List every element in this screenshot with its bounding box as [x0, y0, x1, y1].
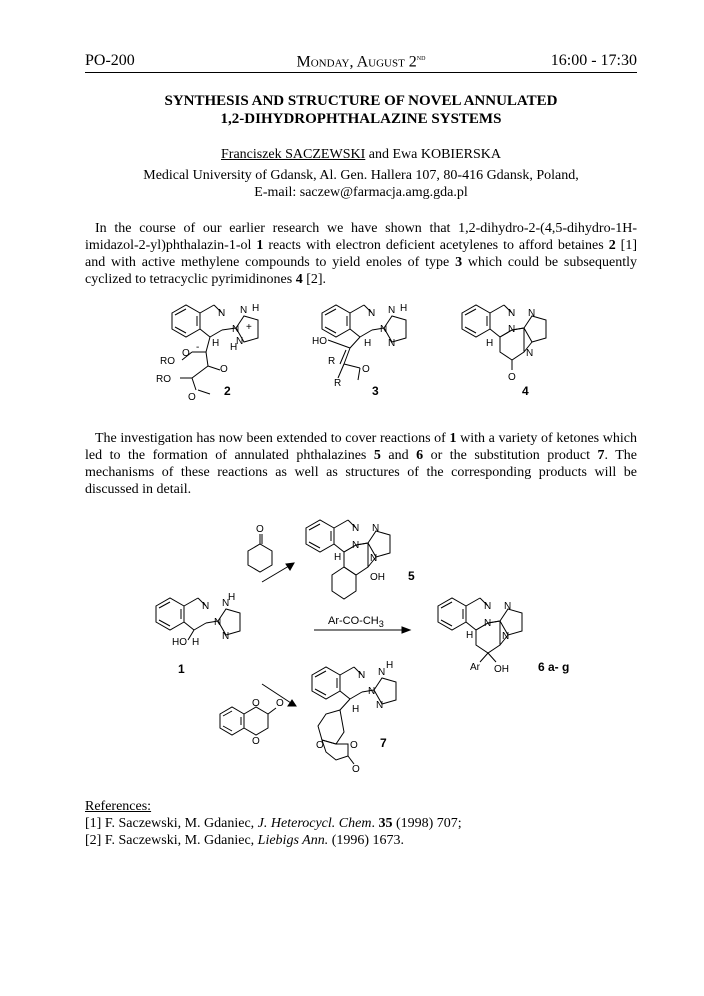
arrowhead [286, 563, 294, 570]
benzene-ring [312, 667, 340, 699]
author-second: Ewa KOBIERSKA [392, 147, 501, 162]
atom-n: N [484, 618, 492, 629]
benzene-ring [438, 598, 466, 630]
atom-n: N [526, 348, 534, 359]
compound-ref: 1 [256, 238, 264, 253]
atom-n: N [218, 308, 226, 319]
reference-1 [85, 815, 637, 832]
benzene-ring [172, 305, 200, 337]
atom-r: R [334, 378, 342, 389]
compound-label-4: 4 [522, 384, 529, 398]
text-run: The investigation has now been extended to cover reactions of [95, 431, 450, 446]
imidazoline-ring [524, 316, 546, 342]
atom-n: N [202, 601, 210, 612]
atom-n: N [528, 308, 536, 319]
atom-n: N [240, 305, 248, 316]
atom-h: H [352, 704, 360, 715]
author-separator: and [365, 147, 393, 162]
compound-label-2: 2 [224, 384, 231, 398]
atom-ro: RO [156, 374, 171, 385]
compound-ref: 4 [295, 272, 303, 287]
atom-oh: OH [370, 572, 385, 583]
atom-ho: HO [172, 637, 187, 648]
title-line-1: SYNTHESIS AND STRUCTURE OF NOVEL ANNULATED [164, 93, 558, 109]
atom-n: N [380, 324, 388, 335]
atom-n: N [232, 324, 240, 335]
atom-ro: RO [160, 356, 175, 367]
atom-o: O [350, 740, 358, 751]
charge-minus: - [196, 342, 200, 353]
compound-ref: 2 [608, 238, 616, 253]
compound-label-1: 1 [178, 662, 185, 676]
ref-journal: Liebigs Ann. [257, 833, 329, 848]
atom-o: O [182, 348, 190, 359]
text-run: reacts with electron deficient acetylenes to afford betaines [263, 238, 609, 253]
text-run: with a variety of ketones which led to the formation of annulated phthalazines [85, 431, 637, 463]
atom-o: O [252, 698, 260, 709]
reagent-text: Ar-CO-CH [328, 615, 379, 627]
text-run: which could be subsequently cyclized to tetracyclic pyrimidinones [85, 255, 637, 287]
ref-year-pages: (1996) 1673. [328, 833, 405, 848]
atom-o: O [316, 740, 324, 751]
atom-o: O [252, 736, 260, 747]
atom-o: O [508, 372, 516, 383]
cyclohexanone [248, 534, 272, 572]
atom-h: H [386, 660, 394, 671]
reagent-subscript: 3 [378, 619, 384, 630]
benzodioxinone-reagent [220, 707, 276, 735]
compound-ref: 6 [416, 448, 424, 463]
atom-n: N [214, 617, 222, 628]
atom-o: O [362, 364, 370, 375]
text-run: or the substitution product [423, 448, 598, 463]
text-run: and [380, 448, 417, 463]
atom-ho: HO [312, 336, 327, 347]
atom-n: N [370, 553, 378, 564]
atom-h: H [400, 303, 408, 314]
reference-2 [85, 832, 637, 849]
ref-authors: [2] F. Saczewski, M. Gdaniec, [85, 833, 258, 848]
text-run: [2]. [302, 272, 327, 287]
atom-n: N [368, 308, 376, 319]
text-run: . The mechanisms of these reactions as well as structures of the corresponding products will be discussed in detail. [85, 448, 637, 497]
atom-ar: Ar [470, 662, 480, 673]
benzene-ring [156, 598, 184, 630]
atom-oh: OH [494, 664, 509, 675]
session-day-sup: nd [416, 52, 426, 62]
session-time: 16:00 - 17:30 [550, 52, 637, 69]
compound-label-6: 6 a- g [538, 660, 570, 674]
atom-h: H [466, 630, 474, 641]
compound-ref: 3 [455, 255, 463, 270]
reagent-label [328, 615, 384, 629]
arrowhead [288, 700, 296, 706]
atom-o: O [352, 764, 360, 775]
atom-n: N [388, 305, 396, 316]
atom-n: N [376, 700, 384, 711]
reaction-arrows [262, 563, 410, 706]
atom-n: N [484, 601, 492, 612]
title-line-2: 1,2-DIHYDROPHTHALAZINE SYSTEMS [220, 111, 502, 127]
atom-n: N [504, 601, 512, 612]
atom-n: N [508, 324, 516, 335]
atom-n: N [236, 336, 244, 347]
atom-n: N [388, 338, 396, 349]
arrowhead [402, 627, 410, 633]
ref-sep: . [371, 816, 379, 831]
session-code: PO-200 [85, 52, 135, 69]
atom-h: H [192, 637, 200, 648]
author-presenting: Franciszek SACZEWSKI [221, 147, 366, 162]
atom-n: N [222, 598, 230, 609]
atom-o: O [188, 392, 196, 403]
atom-h: H [486, 338, 494, 349]
cyclohexanone-ring [248, 544, 272, 572]
atom-h: H [364, 338, 372, 349]
ref-authors: [1] F. Saczewski, M. Gdaniec, [85, 816, 258, 831]
atom-o: O [276, 698, 284, 709]
atom-n: N [368, 686, 376, 697]
references [85, 798, 637, 849]
text-run: In the course of our earlier research we have shown that 1,2-dihydro-2-(4,5-dihydro-1H-imidazol-2-yl)phthalazin-1-ol [85, 221, 637, 253]
atom-o: O [256, 524, 264, 535]
atom-h: H [230, 342, 238, 353]
benzene-ring [322, 305, 350, 337]
atom-n: N [378, 667, 386, 678]
compound-ref: 1 [449, 431, 457, 446]
text-run: [1] and with active methylene compounds to yield enoles of type [85, 238, 637, 270]
atom-n: N [352, 523, 360, 534]
atom-n: N [508, 308, 516, 319]
atom-r: R [328, 356, 336, 367]
cyclohexane-ring [332, 567, 356, 599]
atom-o: O [220, 364, 228, 375]
atom-h: H [212, 338, 220, 349]
ref-volume: 35 [378, 816, 393, 831]
affiliation-email: E-mail: saczew@farmacja.amg.gda.pl [254, 185, 468, 200]
compound-label-3: 3 [372, 384, 379, 398]
atom-n: N [502, 631, 510, 642]
atom-h: H [334, 552, 342, 563]
atom-n: N [352, 540, 360, 551]
compound-label-7: 7 [380, 736, 387, 750]
benzene-ring [462, 305, 490, 337]
ref-journal: J. Heterocycl. Chem [257, 816, 372, 831]
atom-h: H [228, 592, 236, 603]
benzodioxinone-arene [318, 710, 344, 744]
benzene-ring [306, 520, 334, 552]
atom-h: H [252, 303, 260, 314]
atom-n: N [222, 631, 230, 642]
affiliation-address: Medical University of Gdansk, Al. Gen. Hallera 107, 80-416 Gdansk, Poland, [143, 168, 579, 183]
atom-n: N [358, 670, 366, 681]
dioxinone-ring [244, 707, 268, 735]
compound-ref: 5 [373, 448, 381, 463]
ref-year-pages: (1998) 707; [392, 816, 462, 831]
compound-ref: 7 [597, 448, 605, 463]
references-heading: References: [85, 799, 152, 814]
session-day-text: Monday, August 2 [296, 53, 417, 71]
compound-label-5: 5 [408, 569, 415, 583]
dioxinone-ring [322, 740, 348, 760]
atom-n: N [372, 523, 380, 534]
charge-plus: + [246, 322, 252, 333]
